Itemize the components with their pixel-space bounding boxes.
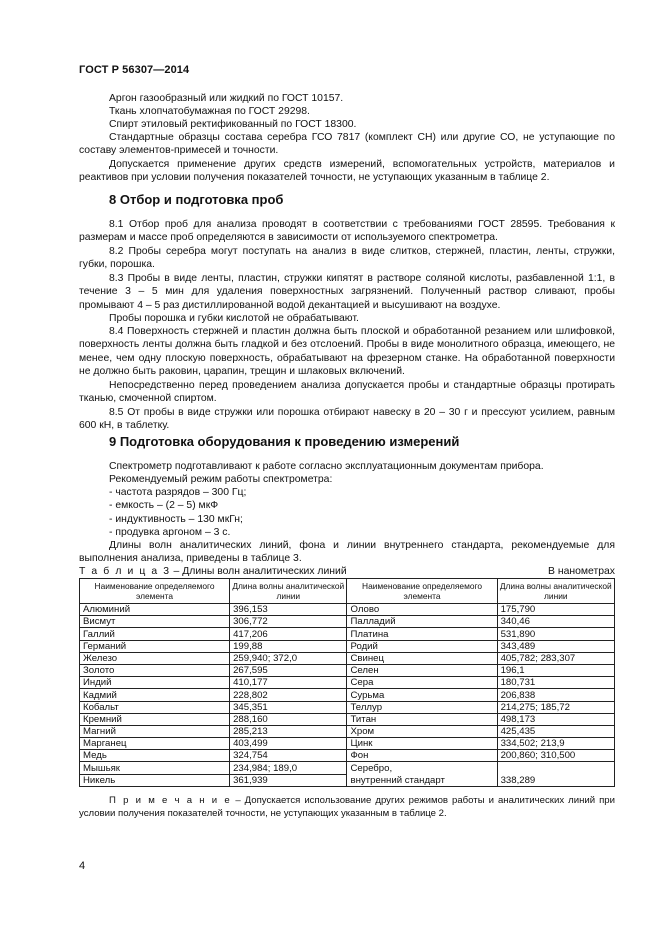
table-row (80, 774, 615, 786)
page-number: 4 (79, 860, 86, 872)
table-cell: внутренний стандарт (347, 774, 497, 786)
note-label: П р и м е ч а н и е (109, 795, 232, 806)
table-cell: 206,838 (497, 689, 614, 701)
table-cell: 403,499 (230, 738, 347, 750)
table-caption (79, 566, 615, 577)
document-header: ГОСТ Р 56307—2014 (79, 64, 190, 76)
table-cell: 234,984; 189,0 (230, 762, 347, 774)
para-8-3: 8.3 Пробы в виде ленты, пластин, стружки кипятят в растворе соляной кислоты, разбавленной 1:1, в течение 3 – 5 мин для удаления поверхностных загрязнений. Полученный раствор сливают, пробы промывают 4 – 5 раз дистиллированной водой декантацией и высушивают на воздухе. (79, 273, 615, 311)
table-body (80, 604, 615, 787)
table-row (80, 750, 615, 762)
table-cell: Золото (80, 664, 230, 676)
table-cell: 410,177 (230, 677, 347, 689)
table-row (80, 628, 615, 640)
table-cell: 343,489 (497, 640, 614, 652)
table-row (80, 738, 615, 750)
table-cell: 288,160 (230, 713, 347, 725)
intro-line-3: Спирт этиловый ректификованный по ГОСТ 18300. (109, 119, 357, 130)
table-cell: 396,153 (230, 604, 347, 616)
table-cell: 340,46 (497, 616, 614, 628)
table-cell: 324,754 (230, 750, 347, 762)
table-row (80, 762, 615, 774)
table-cell: 405,782; 283,307 (497, 652, 614, 664)
table-cell: 285,213 (230, 725, 347, 737)
table-cell: Никель (80, 774, 230, 786)
table-cell: Цинк (347, 738, 497, 750)
table-cell: Германий (80, 640, 230, 652)
table-row (80, 677, 615, 689)
table-cell: 531,890 (497, 628, 614, 640)
para-8-5: 8.5 От пробы в виде стружки или порошка отбирают навеску в 20 – 30 г и прессуют усилием, равным 600 кН, в таблетку. (79, 407, 615, 432)
table-cell: 228,802 (230, 689, 347, 701)
table-cell: Висмут (80, 616, 230, 628)
mode-item: - частота разрядов – 300 Гц; (109, 487, 247, 498)
table-units: В нанометрах (548, 566, 615, 577)
table-cell: Родий (347, 640, 497, 652)
table-row (80, 652, 615, 664)
table-cell: 361,939 (230, 774, 347, 786)
intro-line-2: Ткань хлопчатобумажная по ГОСТ 29298. (109, 106, 310, 117)
table-header-cell: Длина волны аналитической линии (497, 579, 614, 604)
table-cell: Свинец (347, 652, 497, 664)
table-cell: Медь (80, 750, 230, 762)
section-9-title: 9 Подготовка оборудования к проведению измерений (109, 434, 460, 449)
table-cell: 175,790 (497, 604, 614, 616)
table-cell: Марганец (80, 738, 230, 750)
table-cell: 199,88 (230, 640, 347, 652)
para-8-4b: Непосредственно перед проведением анализа допускается пробы и стандартные образцы протирать тканью, смоченной спиртом. (79, 380, 615, 405)
table-row (80, 604, 615, 616)
table-cell: 334,502; 213,9 (497, 738, 614, 750)
para-8-1: 8.1 Отбор проб для анализа проводят в соответствии с требованиями ГОСТ 28595. Требования к размерам и массе проб определяются в зависимости от используемого спектрометра. (79, 219, 615, 244)
table-cell: 196,1 (497, 664, 614, 676)
table-cell: Сера (347, 677, 497, 689)
para-9-2: Рекомендуемый режим работы спектрометра: (109, 474, 333, 485)
table-cell: 498,173 (497, 713, 614, 725)
table-cell: 425,435 (497, 725, 614, 737)
section-8-title: 8 Отбор и подготовка проб (109, 192, 284, 207)
table-cell: 267,595 (230, 664, 347, 676)
table-header-cell: Наименование определяемого элемента (80, 579, 230, 604)
table-row (80, 725, 615, 737)
table-cell: Селен (347, 664, 497, 676)
table-cell: Кремний (80, 713, 230, 725)
table-cell: Фон (347, 750, 497, 762)
table-row (80, 664, 615, 676)
para-8-3b: Пробы порошка и губки кислотой не обрабатывают. (109, 313, 359, 324)
table-row (80, 616, 615, 628)
table-cell: Олово (347, 604, 497, 616)
para-9-1: Спектрометр подготавливают к работе согласно эксплуатационным документам прибора. (109, 461, 544, 472)
table-row (80, 713, 615, 725)
table-cell: 306,772 (230, 616, 347, 628)
table-header-cell: Длина волны аналитической линии (230, 579, 347, 604)
table-header-cell: Наименование определяемого элемента (347, 579, 497, 604)
mode-item: - емкость – (2 – 5) мкФ (109, 500, 219, 512)
table-note (79, 794, 615, 821)
table-cell: 214,275; 185,72 (497, 701, 614, 713)
note-text: – Допускается использование других режимов работы и аналитических линий при условии получения показателей точности, не уступающих указанным в таблице 2. (79, 795, 615, 820)
table-row (80, 640, 615, 652)
table-cell: Палладий (347, 616, 497, 628)
intro-paragraph-5: Допускается применение других средств измерений, вспомогательных устройств, материалов и реактивов при условии получения показателей точности, не уступающих указанным в таблице 2. (79, 159, 615, 184)
table-cell: 259,940; 372,0 (230, 652, 347, 664)
table-cell: 417,206 (230, 628, 347, 640)
table-cell: Титан (347, 713, 497, 725)
table-cell: Кобальт (80, 701, 230, 713)
table-caption-text: – Длины волн аналитических линий (170, 566, 347, 577)
wavelength-table (79, 578, 615, 787)
intro-paragraph-4: Стандартные образцы состава серебра ГСО 7817 (комплект СН) или другие СО, не уступающие по составу элементов-примесей и точности. (79, 132, 615, 157)
mode-list (109, 486, 246, 540)
table-cell: Платина (347, 628, 497, 640)
table-cell: Индий (80, 677, 230, 689)
table-cell: Сурьма (347, 689, 497, 701)
table-cell: 338,289 (497, 774, 614, 786)
intro-line-1: Аргон газообразный или жидкий по ГОСТ 10157. (109, 93, 344, 104)
table-cell: Магний (80, 725, 230, 737)
table-row (80, 701, 615, 713)
table-cell: Теллур (347, 701, 497, 713)
table-cell: Хром (347, 725, 497, 737)
table-cell: 180,731 (497, 677, 614, 689)
table-cell: 345,351 (230, 701, 347, 713)
table-cell: Серебро, (347, 762, 497, 774)
para-8-2: 8.2 Пробы серебра могут поступать на анализ в виде слитков, стержней, пластин, ленты, стружки, губки, порошка. (79, 246, 615, 271)
para-8-4: 8.4 Поверхность стержней и пластин должна быть плоской и обработанной резанием или шлифовкой, поверхность ленты должна быть гладкой и без отслоений. Пробы в виде монолитного образца, имеющего, не менее, чем одну плоскую поверхность, обрабатывают на фрезерном станке. На обработанной поверхности не должно быть раковин, царапин, трещин и шлаковых включений. (79, 326, 615, 378)
table-caption-label: Т а б л и ц а 3 (79, 566, 171, 577)
para-9-3: Длины волн аналитических линий, фона и линии внутреннего стандарта, рекомендуемые для выполнения анализа, приведены в таблице 3. (79, 540, 615, 565)
table-cell: Железо (80, 652, 230, 664)
table-cell: 200,860; 310,500 (497, 750, 614, 762)
table-cell (497, 762, 614, 774)
mode-item: - продувка аргоном – 3 с. (109, 527, 231, 539)
mode-item: - индуктивность – 130 мкГн; (109, 513, 243, 525)
table-cell: Алюминий (80, 604, 230, 616)
table-cell: Галлий (80, 628, 230, 640)
table-cell: Мышьяк (80, 762, 230, 774)
table-cell: Кадмий (80, 689, 230, 701)
table-row (80, 689, 615, 701)
